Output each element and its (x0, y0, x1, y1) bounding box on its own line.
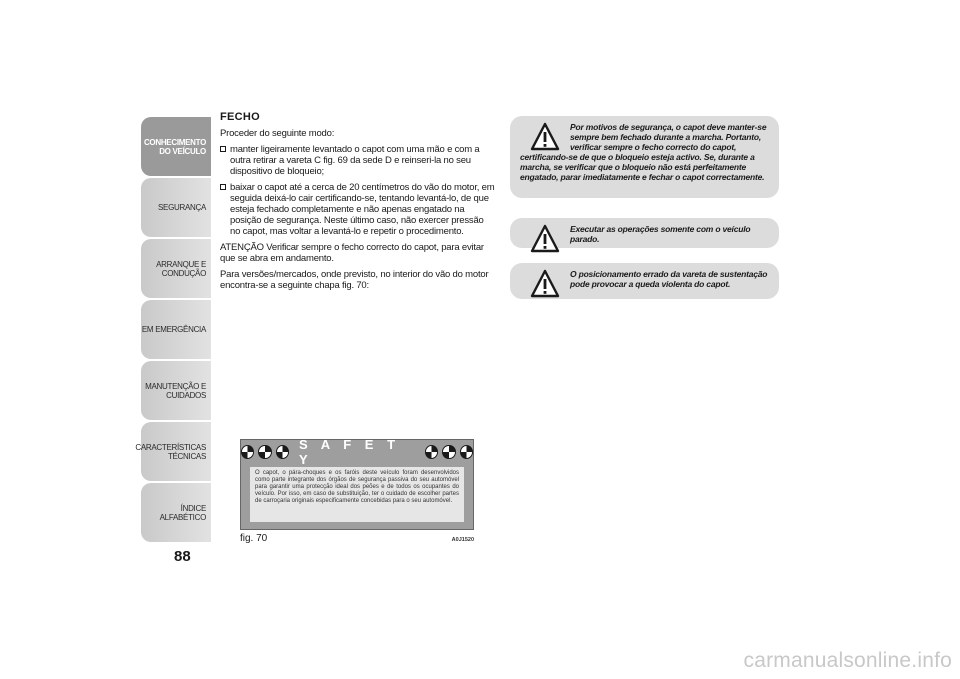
list-item-text: manter ligeiramente levantado o capot com uma mão e com a outra retirar a vareta C fig. 69 da sede D e reinseri-la no seu dispositivo de bloqueio; (230, 144, 480, 177)
nav-tab-emergencia[interactable] (141, 300, 211, 359)
checker-disc-icon (276, 445, 289, 459)
safety-word: S A F E T Y (298, 437, 401, 467)
checkbox-bullet-icon (220, 146, 226, 152)
warning-box (510, 263, 779, 299)
checker-disc-icon (258, 445, 271, 459)
checker-disc-icon (460, 445, 473, 459)
nav-tab-caracteristicas[interactable] (135, 422, 211, 481)
nav-tab-arranque[interactable] (141, 239, 211, 298)
figure-caption (240, 533, 474, 544)
intro-text: Proceder do seguinte modo: (220, 128, 335, 139)
nav-tab-indice[interactable] (141, 483, 211, 542)
list-item (220, 182, 496, 237)
nav-tab-label: ARRANQUE E CONDUÇÃO (156, 259, 206, 278)
warning-triangle-icon (530, 122, 560, 152)
list-item (220, 144, 496, 177)
watermark: carmanualsonline.info (743, 649, 952, 672)
safety-label (240, 439, 474, 530)
attention-note: ATENÇÃO Verificar sempre o fecho correcto do capot, para evitar que se abra em andamento. (220, 242, 484, 264)
chapter-nav (135, 117, 211, 544)
warning-text: O posicionamento errado da vareta de sustentação pode provocar a queda violenta do capot. (570, 269, 768, 289)
nav-tab-manutencao[interactable] (141, 361, 211, 420)
warning-box (510, 116, 779, 198)
versions-note: Para versões/mercados, onde previsto, no interior do vão do motor encontra-se a seguinte chapa fig. 70: (220, 269, 489, 291)
nav-tab-label: ÍNDICE ALFABÉTICO (159, 503, 206, 522)
list-item-text: baixar o capot até a cerca de 20 centímetros do vão do motor, em seguida deixá-lo cair certificando-se, tentando levantá-lo, de que esteja fechado completamente e não apenas engatado na posição de segurança. Neste último caso, não exercer pressão no capot, mas voltar a levantá-lo e repetir o procedimento. (230, 182, 495, 237)
section-title: FECHO (220, 111, 260, 123)
main-text-column (220, 112, 496, 296)
figure-code: A0J1520 (451, 537, 474, 543)
nav-tab-label: MANUTENÇÃO E CUIDADOS (145, 381, 206, 400)
safety-label-figure (240, 439, 474, 544)
safety-label-header (241, 437, 473, 467)
warning-text: Por motivos de segurança, o capot deve manter-se sempre bem fechado durante a marcha. Portanto, verificar sempre o fecho correcto do capot, certificando-se de que o bloqueio esteja activo. Se, durante a marcha, se verificar que o bloqueio não está perfeitamente engatado, parar imediatamente e fechar o capot correctamente. (520, 122, 767, 182)
figure-label: fig. 70 (240, 533, 268, 544)
nav-tab-conhecimento[interactable] (141, 117, 211, 176)
warning-triangle-icon (530, 269, 560, 299)
nav-tab-label: SEGURANÇA (158, 203, 206, 212)
checker-disc-icon (241, 445, 254, 459)
checker-disc-icon (442, 445, 455, 459)
page-number: 88 (174, 548, 191, 565)
warning-box (510, 218, 779, 248)
nav-tab-seguranca[interactable] (141, 178, 211, 237)
warning-triangle-icon (530, 224, 560, 254)
checker-disc-icon (425, 445, 438, 459)
safety-label-text: O capot, o pára-choques e os faróis deste veículo foram desenvolvidos como parte integrante dos órgãos de segurança passiva do seu automóvel para garantir uma protecção ideal dos peões e de todos os ocupantes do veículo. Por isso, em caso de substituição, ter o cuidado de escolher partes de carroçaria originais especificamente concebidas para o seu automóvel. (250, 467, 464, 522)
nav-tab-label: CONHECIMENTO DO VEÍCULO (143, 137, 206, 156)
warning-text: Executar as operações somente com o veículo parado. (570, 224, 751, 244)
nav-tab-label: EM EMERGÊNCIA (141, 325, 206, 334)
nav-tab-label: CARACTERÍSTICAS TÉCNICAS (135, 442, 206, 461)
checkbox-bullet-icon (220, 184, 226, 190)
